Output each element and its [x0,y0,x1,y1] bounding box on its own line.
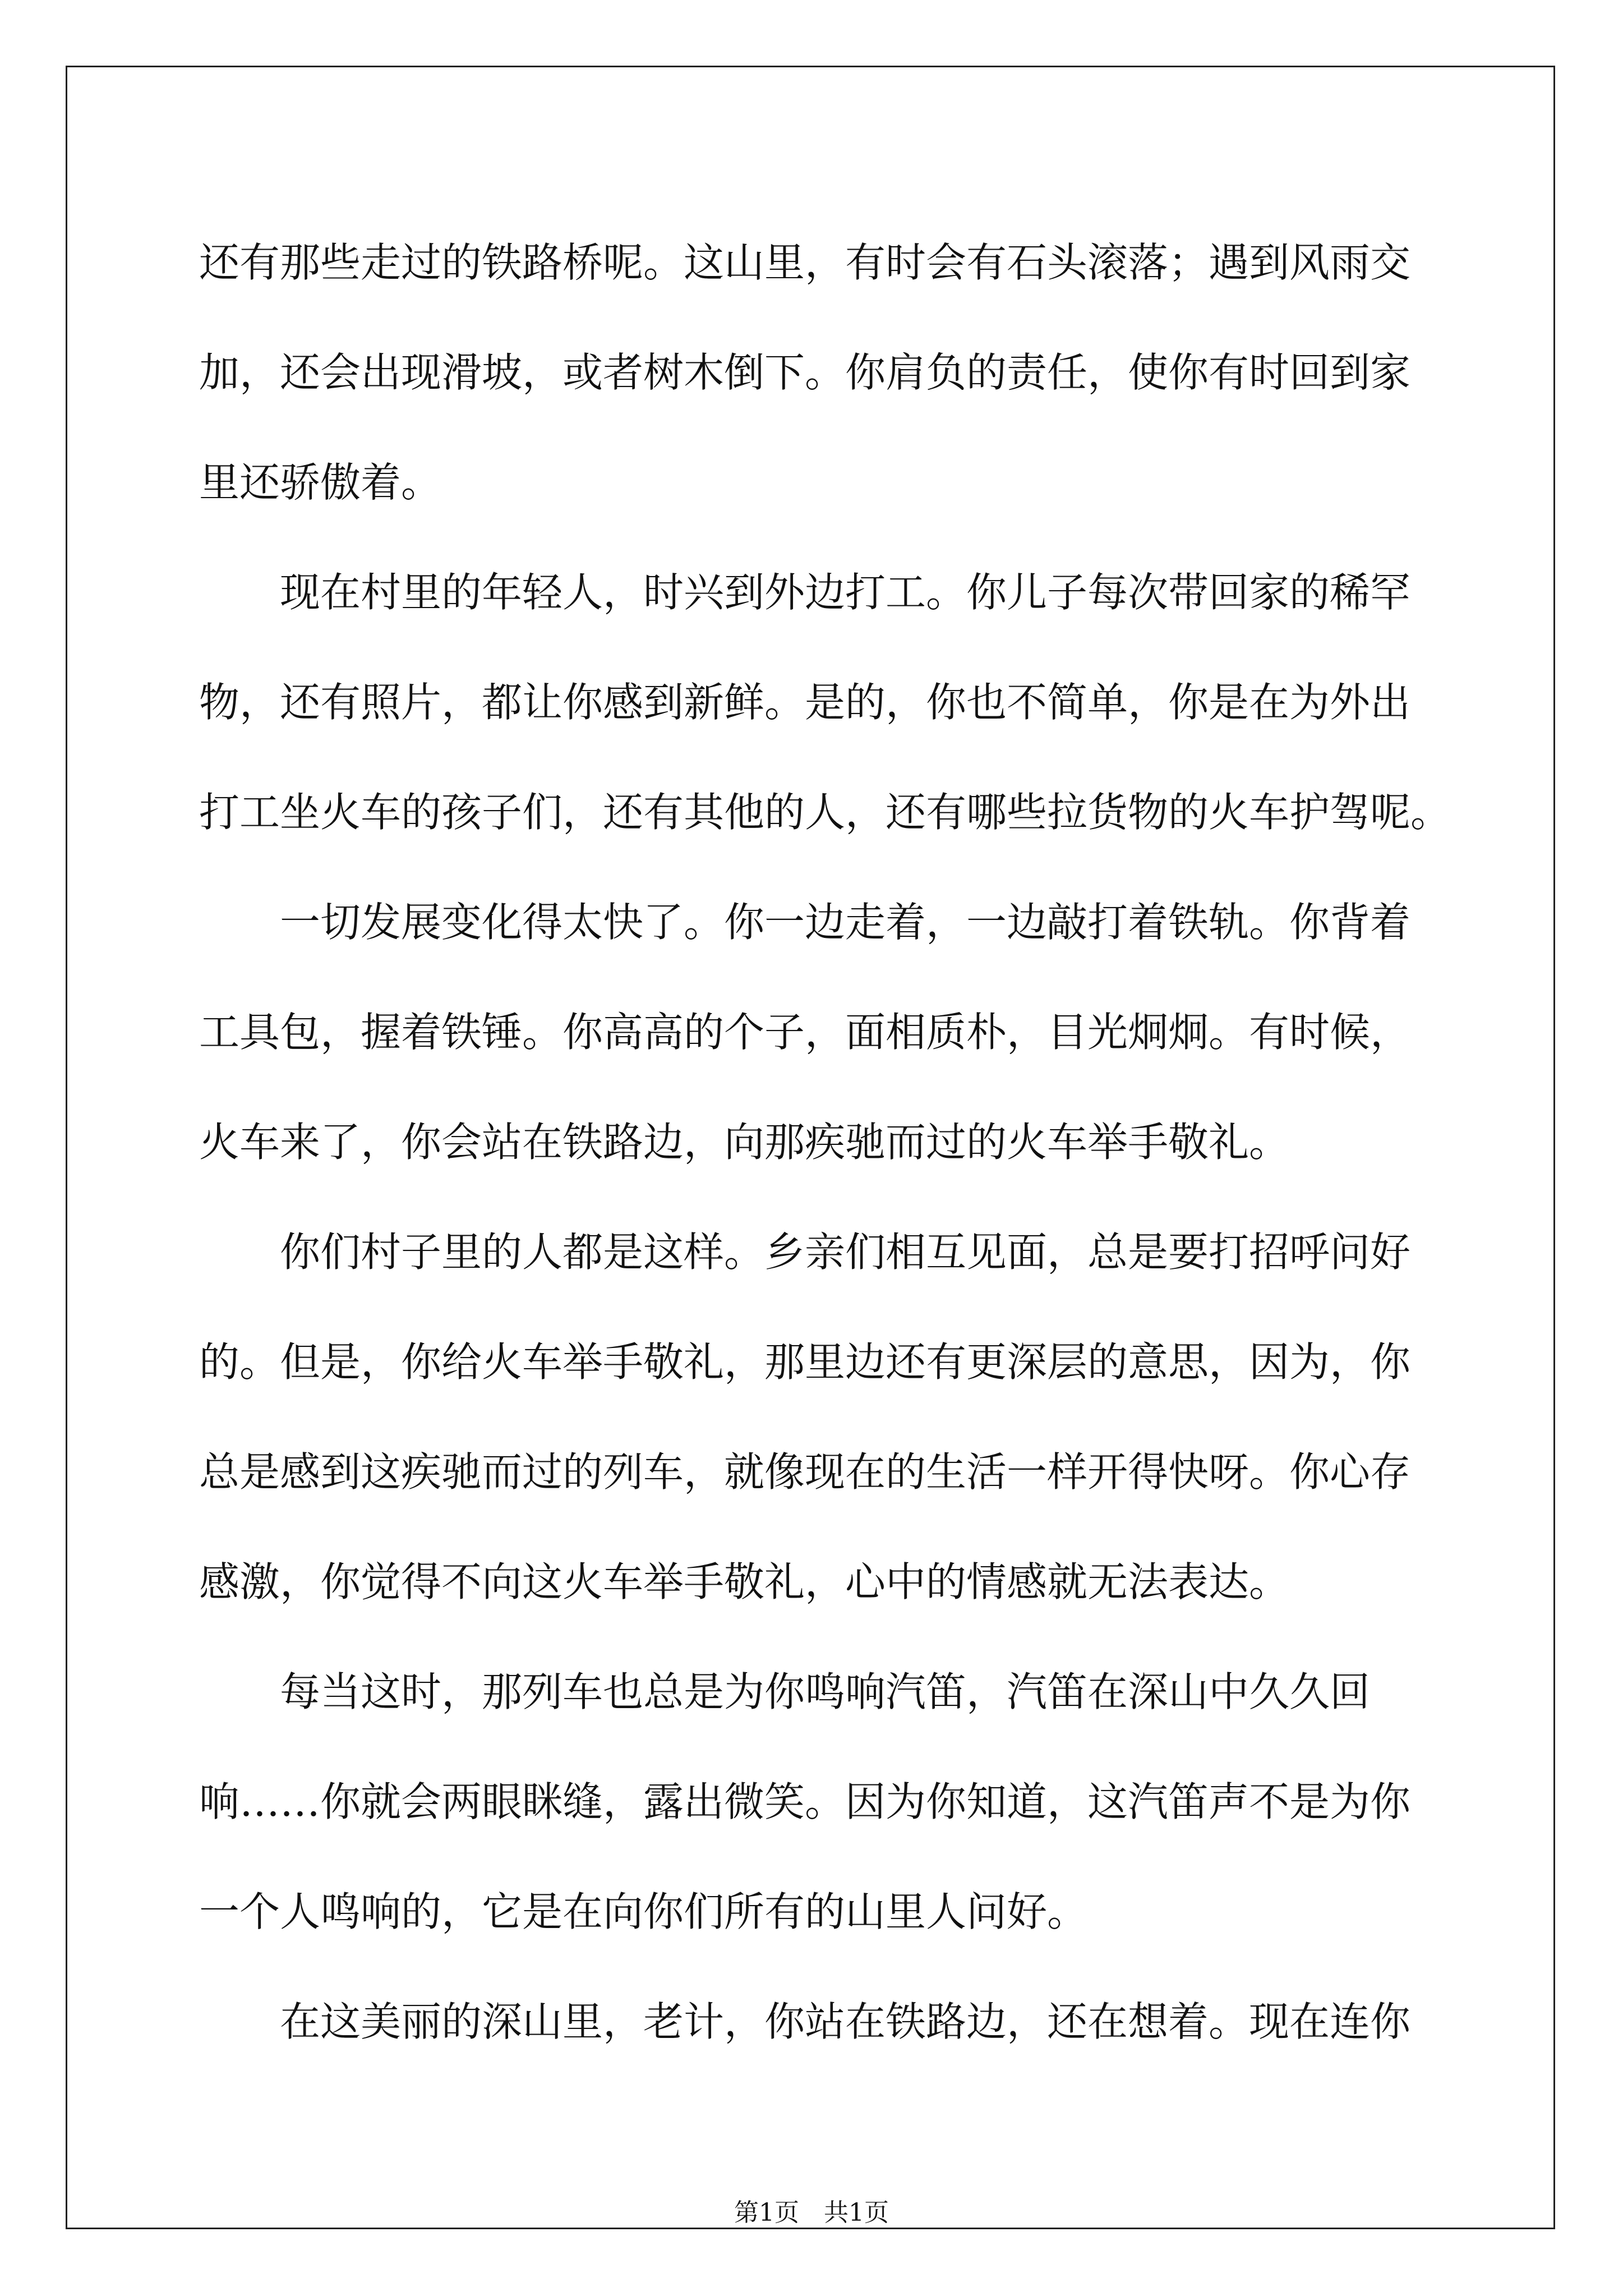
text-line: 工具包，握着铁锤。你高高的个子，面相质朴，目光炯炯。有时候， [199,1009,1411,1056]
text-line: 响……你就会两眼眯缝，露出微笑。因为你知道，这汽笛声不是为你 [199,1778,1411,1825]
text-line: 打工坐火车的孩子们，还有其他的人，还有哪些拉货物的火车护驾呢。 [199,789,1451,836]
text-line: 里还骄傲着。 [199,459,442,506]
text-line: 感激，你觉得不向这火车举手敬礼，心中的情感就无法表达。 [199,1558,1290,1605]
text-line: 的。但是，你给火车举手敬礼，那里边还有更深层的意思，因为，你 [199,1338,1411,1386]
body-text [199,208,1458,2077]
text-line: 一个人鸣响的，它是在向你们所有的山里人问好。 [199,1888,1088,1935]
text-line: 还有那些走过的铁路桥呢。这山里，有时会有石头滚落；遇到风雨交 [199,239,1411,286]
text-line: 一切发展变化得太快了。你一边走着，一边敲打着铁轨。你背着 [199,899,1411,946]
text-line: 加，还会出现滑坡，或者树木倒下。你肩负的责任，使你有时回到家 [199,349,1411,396]
text-line: 火车来了，你会站在铁路边，向那疾驰而过的火车举手敬礼。 [199,1119,1290,1166]
text-line: 在这美丽的深山里，老计，你站在铁路边，还在想着。现在连你 [199,1998,1411,2045]
text-line: 物，还有照片，都让你感到新鲜。是的，你也不简单，你是在为外出 [199,679,1411,726]
text-line: 你们村子里的人都是这样。乡亲们相互见面，总是要打招呼问好 [199,1228,1411,1276]
page-footer: 第1页 共1页 [734,2198,889,2227]
text-line: 每当这时，那列车也总是为你鸣响汽笛，汽笛在深山中久久回 [199,1668,1371,1715]
text-line: 总是感到这疾驰而过的列车，就像现在的生活一样开得快呀。你心存 [199,1448,1411,1496]
text-line: 现在村里的年轻人，时兴到外边打工。你儿子每次带回家的稀罕 [199,569,1411,616]
